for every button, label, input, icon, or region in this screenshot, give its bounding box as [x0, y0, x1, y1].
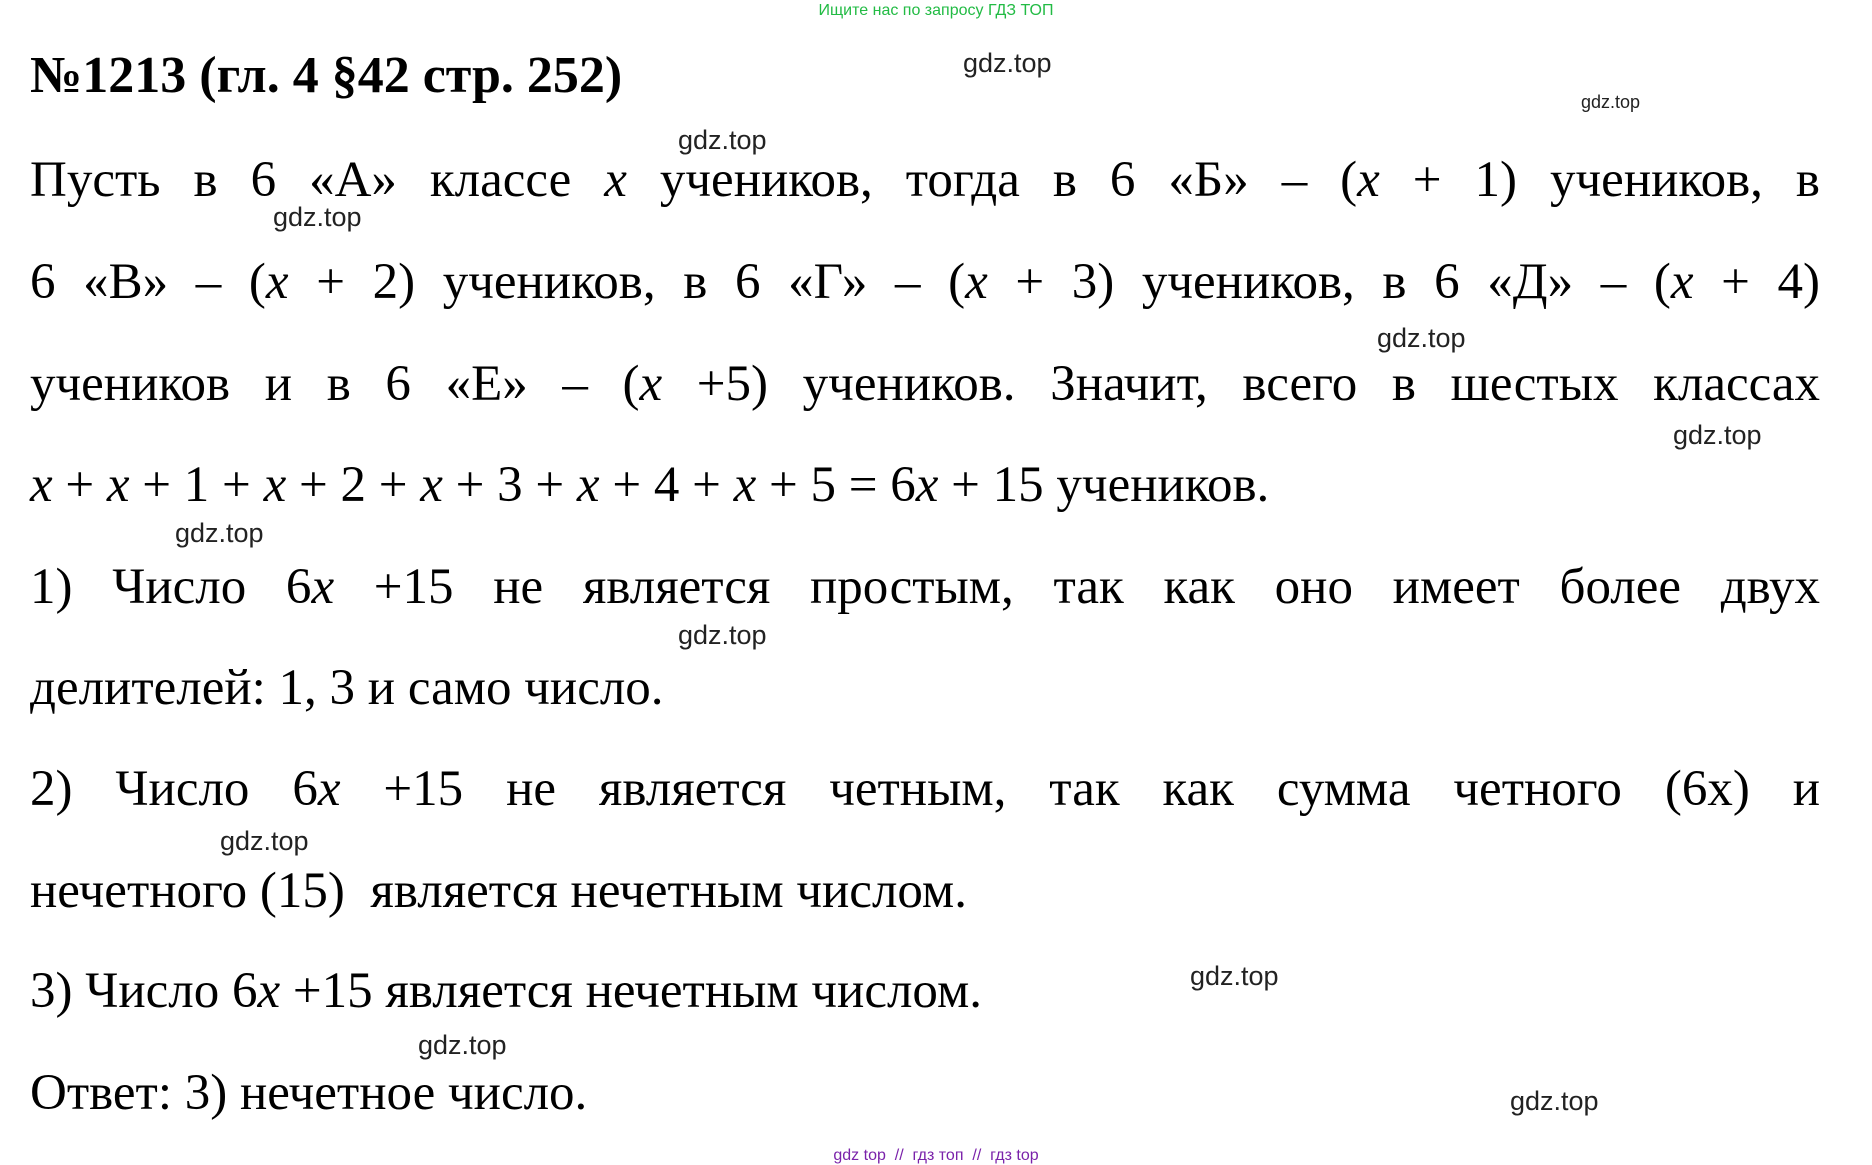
text-line-7: 2) Число 6x +15 не является четным, так как сумма четного (6x) и: [30, 761, 1821, 817]
watermark: gdz.top: [1510, 1086, 1599, 1116]
text-line-5: 1) Число 6x +15 не является простым, так как оно имеет более двух: [30, 559, 1820, 615]
watermark: gdz.top: [963, 48, 1052, 78]
text-line-4: x + x + 1 + x + 2 + x + 3 + x + 4 + x + 5 = 6x + 15 учеников.: [30, 457, 1270, 513]
watermark: gdz.top: [273, 202, 362, 232]
watermark: gdz.top: [1377, 323, 1466, 353]
text-line-3: учеников и в 6 «Е» – (x +5) учеников. Значит, всего в шестых классах: [30, 356, 1821, 412]
watermark: gdz.top: [220, 826, 309, 856]
watermark: gdz.top: [175, 518, 264, 548]
watermark: gdz.top: [418, 1030, 507, 1060]
top-banner: Ищите нас по запросу ГДЗ ТОП: [818, 2, 1054, 19]
watermark: gdz.top: [1581, 92, 1641, 112]
text-line-6: делителей: 1, 3 и само число.: [30, 660, 664, 716]
text-line-9: 3) Число 6x +15 является нечетным числом.: [30, 963, 982, 1019]
watermark: gdz.top: [1673, 420, 1762, 450]
footer-links[interactable]: gdz top // гдз топ // гдз top: [833, 1147, 1039, 1164]
text-line-8: нечетного (15) является нечетным числом.: [30, 863, 967, 919]
text-line-10: Ответ: 3) нечетное число.: [30, 1065, 588, 1121]
page-title: №1213 (гл. 4 §42 стр. 252): [30, 47, 623, 104]
text-line-1: Пусть в 6 «А» классе x учеников, тогда в 6 «Б» – (x + 1) учеников, в: [30, 152, 1820, 208]
text-line-2: 6 «В» – (x + 2) учеников, в 6 «Г» – (x + 3) учеников, в 6 «Д» – (x + 4): [30, 254, 1821, 310]
watermark: gdz.top: [1190, 961, 1279, 991]
watermark: gdz.top: [678, 620, 767, 650]
watermark: gdz.top: [678, 125, 767, 155]
